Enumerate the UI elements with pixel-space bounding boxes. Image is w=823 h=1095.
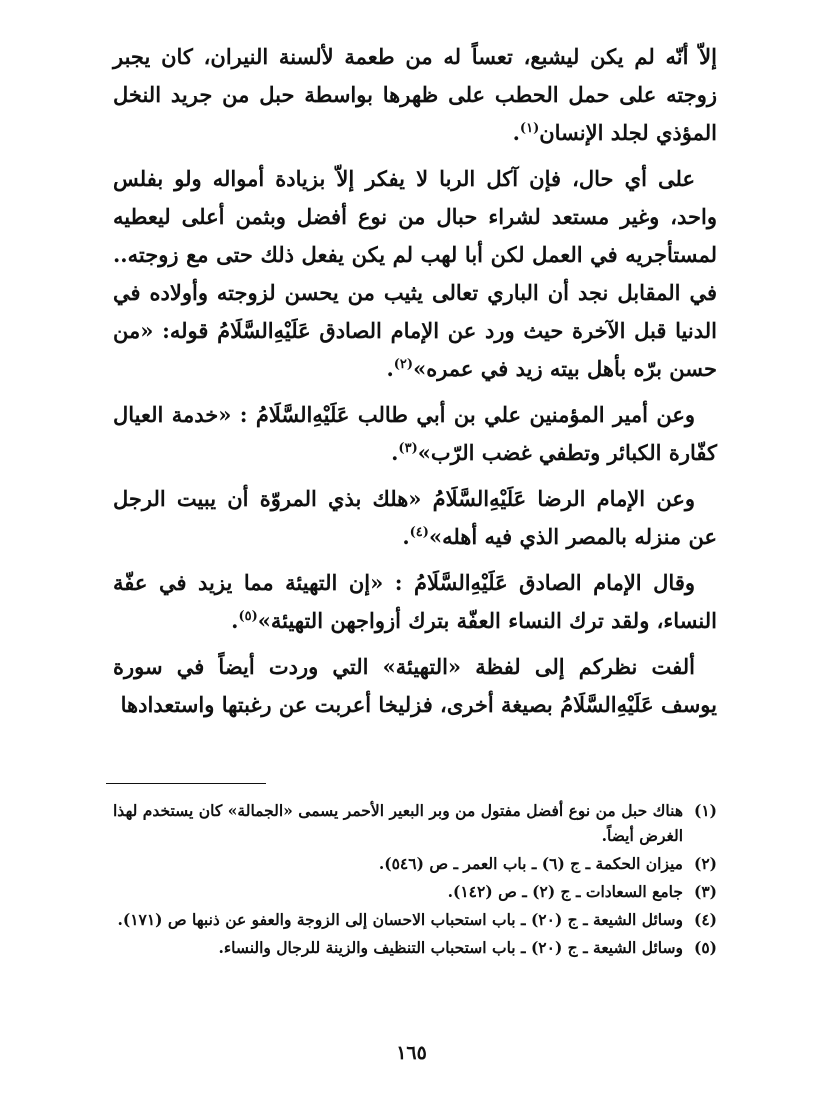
paragraph-1-text: إلاّ أنّه لم يكن ليشبع، تعساً له من طعمة لألسنة النيران، كان يجبر زوجته على حمل الحطب على ظهرها بواسطة حبل من جريد النخل المؤذي لجلد الإنسان (113, 44, 717, 145)
footnote-5 (113, 935, 717, 960)
paragraph-4-text: وعن الإمام الرضا عَلَيْهِ‌السَّلَامُ «هلك بذي المروّة أن يبيت الرجل عن منزله بالمصر الذي فيه أهله» (113, 486, 717, 549)
footnote-ref-5: (٥) (238, 609, 258, 624)
paragraph-3-end: . (391, 440, 399, 465)
main-text (113, 38, 717, 724)
footnote-text: هناك حبل من نوع أفضل مفتول من وبر البعير الأحمر يسمى «الجمالة» كان يستخدم لهذا الغرض أيضاً. (113, 801, 683, 845)
footnote-ref-3: (٣) (398, 441, 418, 456)
footnote-number: (٢) (693, 854, 717, 873)
footnote-4 (113, 907, 717, 932)
page-number: ١٦٥ (396, 1042, 427, 1064)
paragraph-6: ألفت نظركم إلى لفظة «التهيئة» التي وردت أيضاً في سورة يوسف عَلَيْهِ‌السَّلَامُ بصيغة أخرى، فزليخا أعربت عن رغبتها واستعدادها (113, 654, 717, 717)
footnote-3 (113, 879, 717, 904)
paragraph-1 (113, 38, 717, 152)
footnote-ref-2: (٢) (393, 357, 414, 372)
paragraph-2-end: . (386, 356, 394, 381)
paragraph-1-end: . (512, 120, 520, 145)
paragraph-4 (113, 480, 717, 556)
paragraph-3 (113, 396, 717, 472)
footnote-1 (113, 798, 717, 848)
footnote-ref-1: (١) (519, 121, 540, 136)
footnote-number: (١) (693, 801, 717, 820)
footnote-ref-4: (٤) (409, 525, 429, 540)
paragraph-5-text: وقال الإمام الصادق عَلَيْهِ‌السَّلَامُ : «إن التهيئة مما يزيد في عفّة النساء، ولقد ترك النساء العفّة بترك أزواجهن التهيئة» (113, 570, 717, 633)
footnote-number: (٥) (693, 938, 717, 957)
footnote-number: (٣) (693, 882, 717, 901)
footnote-text: ميزان الحكمة ـ ج (٦) ـ باب العمر ـ ص (٥٤٦). (378, 854, 683, 873)
paragraph-4-end: . (402, 524, 410, 549)
footnote-text: جامع السعادات ـ ج (٢) ـ ص (١٤٢). (447, 882, 683, 901)
footnote-separator (106, 783, 266, 784)
paragraph-2-text: على أي حال، فإن آكل الربا لا يفكر إلاّ بزيادة أمواله ولو بفلس واحد، وغير مستعد لشراء حبال من نوع أفضل وبثمن أعلى ليعطيه لمستأجريه في العمل لكن أبا لهب لم يكن يفعل ذلك حتى مع زوجته.. في المقابل نجد أن الباري تعالى يثيب من يحسن لزوجته وأولاده في الدنيا قبل الآخرة حيث ورد عن الإمام الصادق عَلَيْهِ‌السَّلَامُ قوله: «من حسن برّه بأهل بيته زيد في عمره» (113, 166, 717, 381)
footnote-text: وسائل الشيعة ـ ج (٢٠) ـ باب استحباب الاحسان إلى الزوجة والعفو عن ذنبها ص (١٧١). (117, 910, 683, 929)
paragraph-2 (113, 160, 717, 388)
paragraph-5 (113, 564, 717, 640)
footnote-number: (٤) (693, 910, 717, 929)
footnote-text: وسائل الشيعة ـ ج (٢٠) ـ باب استحباب التنظيف والزينة للرجال والنساء. (218, 938, 683, 957)
paragraph-5-end: . (231, 608, 239, 633)
footnotes (113, 798, 717, 963)
paragraph-3-text: وعن أمير المؤمنين علي بن أبي طالب عَلَيْهِ‌السَّلَامُ : «خدمة العيال كفّارة الكبائر وتطفي غضب الرّب» (113, 402, 717, 465)
footnote-2 (113, 851, 717, 876)
